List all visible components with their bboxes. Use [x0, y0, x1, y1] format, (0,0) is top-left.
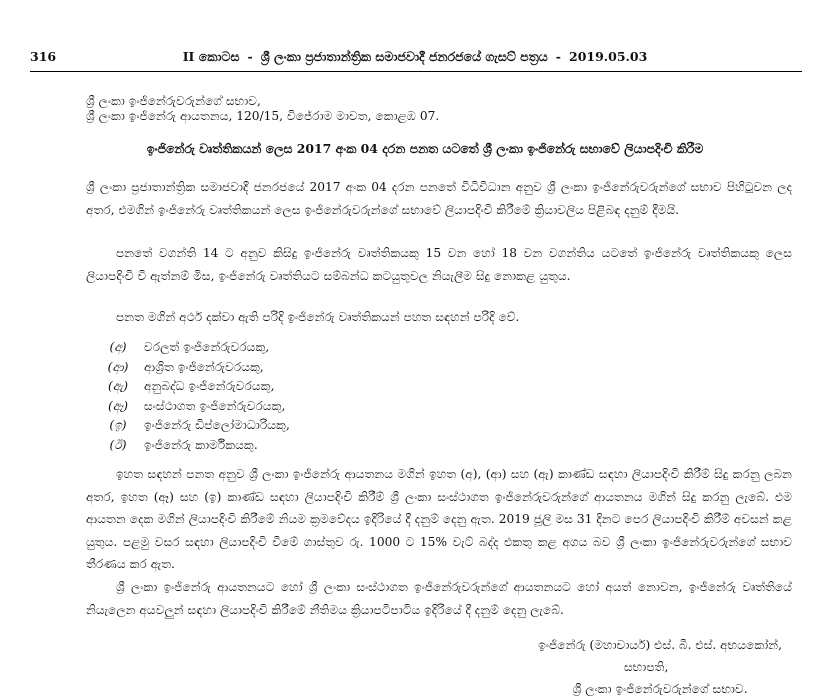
page-number: 316: [30, 49, 57, 64]
list-marker: (අ): [109, 340, 127, 354]
paragraph-4: ඉහත සඳහන් පනත අනුව ශ්‍රී ලංකා ඉංජිනේරු ආයතනය මගින් ඉහත (අ), (ආ) සහ (ඇ) කාණ්ඩ සඳහා ලියාපදිංචි කිරීම් සිදු කරනු ලබන අතර, ඉහත (ඈ) සහ (ඉ) කාණ්ඩ සඳහා ලියාපදිංචි කිරීම් ශ්‍රී ලංකා සංස්ථාගත ඉංජිනේරුවරුන්ගේ ආයතනය මගින් සිදු කරනු ලැබේ. එම ආයතන දෙක මගින් ලියාපදිංචි කිරීමේ නියම ක්‍රමවේදය ඉදිරියේ දී දනුම් දෙනු ඇත. 2019 ජූලි මස 31 දිනට පෙර ලියාපදිංචි කිරීම් අවසන් කළ යුතුය. පළමු වසර සඳහා ලියාපදිංචි වීමේ ගාස්තුව රු. 1000 ට 15% වැට් බද්ද එකතු කළ අගය බව ශ්‍රී ලංකා ඉංජිනේරුවරුන්ගේ සභාව තීරණය කර ඇත.: [86, 467, 792, 571]
header-title: [30, 49, 800, 65]
signature-block: [538, 634, 782, 700]
list-marker: (ඊ): [109, 437, 127, 452]
paragraph-3: පනත මගින් අර්ථ දක්වා ඇති පරිදි ඉංජිනේරු වෘත්තිකයන් පහත සඳහන් පරිදි වේ.: [116, 310, 520, 324]
header-gazette-title: ශ්‍රී ලංකා ප්‍රජාතාන්ත්‍රික සමාජවාදී ජනරජයේ ගැසට් පත්‍රය: [260, 49, 548, 64]
header-separator-2: -: [555, 49, 561, 64]
list-label: සංස්ථාගත ඉංජිනේරුවරයකු,: [144, 398, 286, 413]
header-date: 2019.05.03: [569, 49, 648, 64]
list-marker: (ඈ): [107, 398, 129, 413]
paragraph-1: ශ්‍රී ලංකා ප්‍රජාතාන්ත්‍රික සමාජවාදී ජනරජයේ 2017 අංක 04 දරන පනතේ විධිවිධාන අනුව ශ්‍රී ලංකා ඉංජිනේරුවරුන්ගේ සභාව පිහිටුවන ලද අතර, එමගින් ඉංජිනේරු වෘත්තිකයන් ලෙස ඉංජිනේරුවරුන්ගේ සභාවේ ලියාපදිංචි කිරීමේ ක්‍රියාවලිය පිළිබඳ දනුම් දීමයි.: [86, 180, 792, 217]
signatory-position: සභාපති,: [623, 660, 669, 674]
address-line-2: ශ්‍රී ලංකා ඉංජිනේරු ආයතනය, 120/15, විජේරාම මාවත, කොළඹ 07.: [86, 109, 440, 123]
paragraph-2: පනතේ වගන්ති 14 ට අනුව කිසිදු ඉංජිනේරු වෘත්තිකයකු 15 වන හෝ 18 වන වගන්තිය යටතේ ඉංජිනේරු වෘත්තිකයකු ලෙස ලියාපදිංචි වී ඇත්නම් මිස, ඉංජිනේරු වෘත්තියට සම්බන්ධ කටයුතුවල නියැලීම සිදු නොකළ යුතුය.: [86, 246, 792, 283]
notice-heading: ඉංජිනේරු වෘත්තිකයන් ලෙස 2017 අංක 04 දරන පනත යටතේ ශ්‍රී ලංකා ඉංජිනේරු සභාවේ ලියාපදිංචි කිරීම: [146, 141, 704, 156]
signatory-name: ඉංජිනේරු (මහාචාර්ය) එස්. බී. එස්. අභයකෝන්,: [538, 638, 782, 652]
list-label: ඉංජිනේරු ඩිප්ලෝමාධාරියකු,: [144, 418, 290, 432]
list-label: අනුබද්ධ ඉංජිනේරුවරයකු,: [144, 379, 275, 393]
header-rule: [30, 71, 802, 72]
paragraph-5: ශ්‍රී ලංකා ඉංජිනේරු ආයතනයට හෝ ශ්‍රී ලංකා සංස්ථාගත ඉංජිනේරුවරුන්ගේ ආයතනයට හෝ අයත් නොවන, ඉංජිනේරු වෘත්තියේ නියැලෙන අයවලුන් සඳහා ලියාපදිංචි කිරීමේ නීතිමය ක්‍රියාපටිපාටිය ඉදිරියේ දී දනුම් දෙනු ලැබේ.: [86, 580, 792, 617]
header-separator-1: -: [247, 49, 253, 64]
list-label: ආශ්‍රිත ඉංජිනේරුවරයකු,: [144, 359, 264, 374]
list-label: ඉංජිනේරු කාර්මිකයකු.: [144, 437, 258, 452]
signatory-organization: ශ්‍රී ලංකා ඉංජිනේරුවරුන්ගේ සභාව.: [572, 682, 748, 696]
list-marker: (ආ): [107, 359, 129, 374]
address-line-1: ශ්‍රී ලංකා ඉංජිනේරුවරුන්ගේ සභාව,: [86, 94, 261, 108]
header-part: II කොටස: [182, 49, 240, 64]
list-marker: (ඇ): [107, 379, 129, 393]
list-marker: (ඉ): [109, 418, 127, 432]
list-label: වරලත් ඉංජිනේරුවරයකු,: [144, 340, 270, 354]
